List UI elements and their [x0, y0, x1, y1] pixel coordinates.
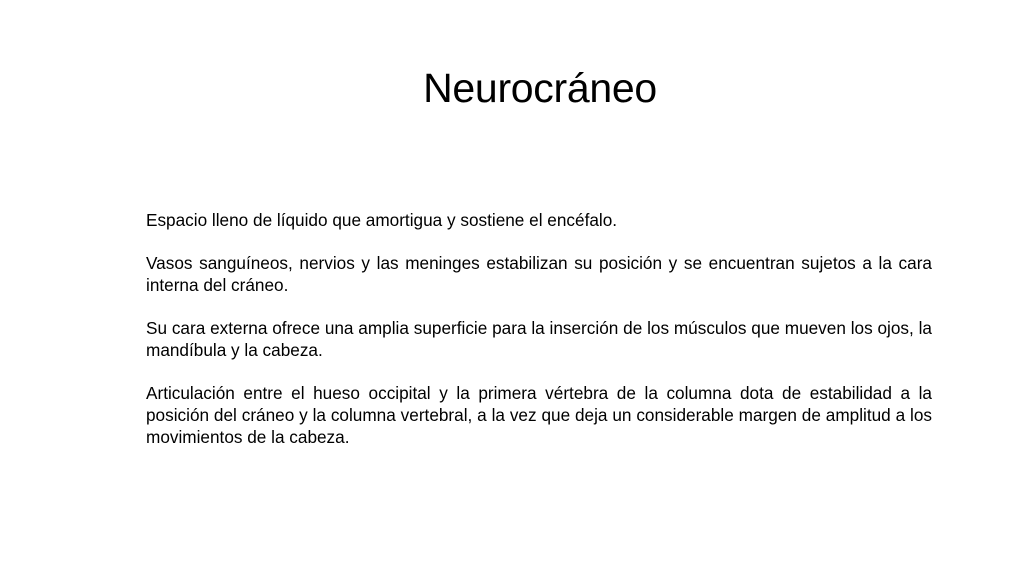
slide-title: Neurocráneo [423, 65, 657, 111]
paragraph: Vasos sanguíneos, nervios y las meninges estabilizan su posición y se encuentran sujetos a la cara interna del cráneo. [146, 253, 932, 295]
paragraph: Su cara externa ofrece una amplia superficie para la inserción de los músculos que mueven los ojos, la mandíbula y la cabeza. [146, 318, 932, 360]
paragraph: Espacio lleno de líquido que amortigua y sostiene el encéfalo. [146, 210, 618, 230]
slide-body [146, 209, 932, 448]
paragraph: Articulación entre el hueso occipital y la primera vértebra de la columna dota de estabilidad a la posición del cráneo y la columna vertebral, a la vez que deja un considerable margen de amplitud a los movimientos de la cabeza. [146, 383, 932, 447]
